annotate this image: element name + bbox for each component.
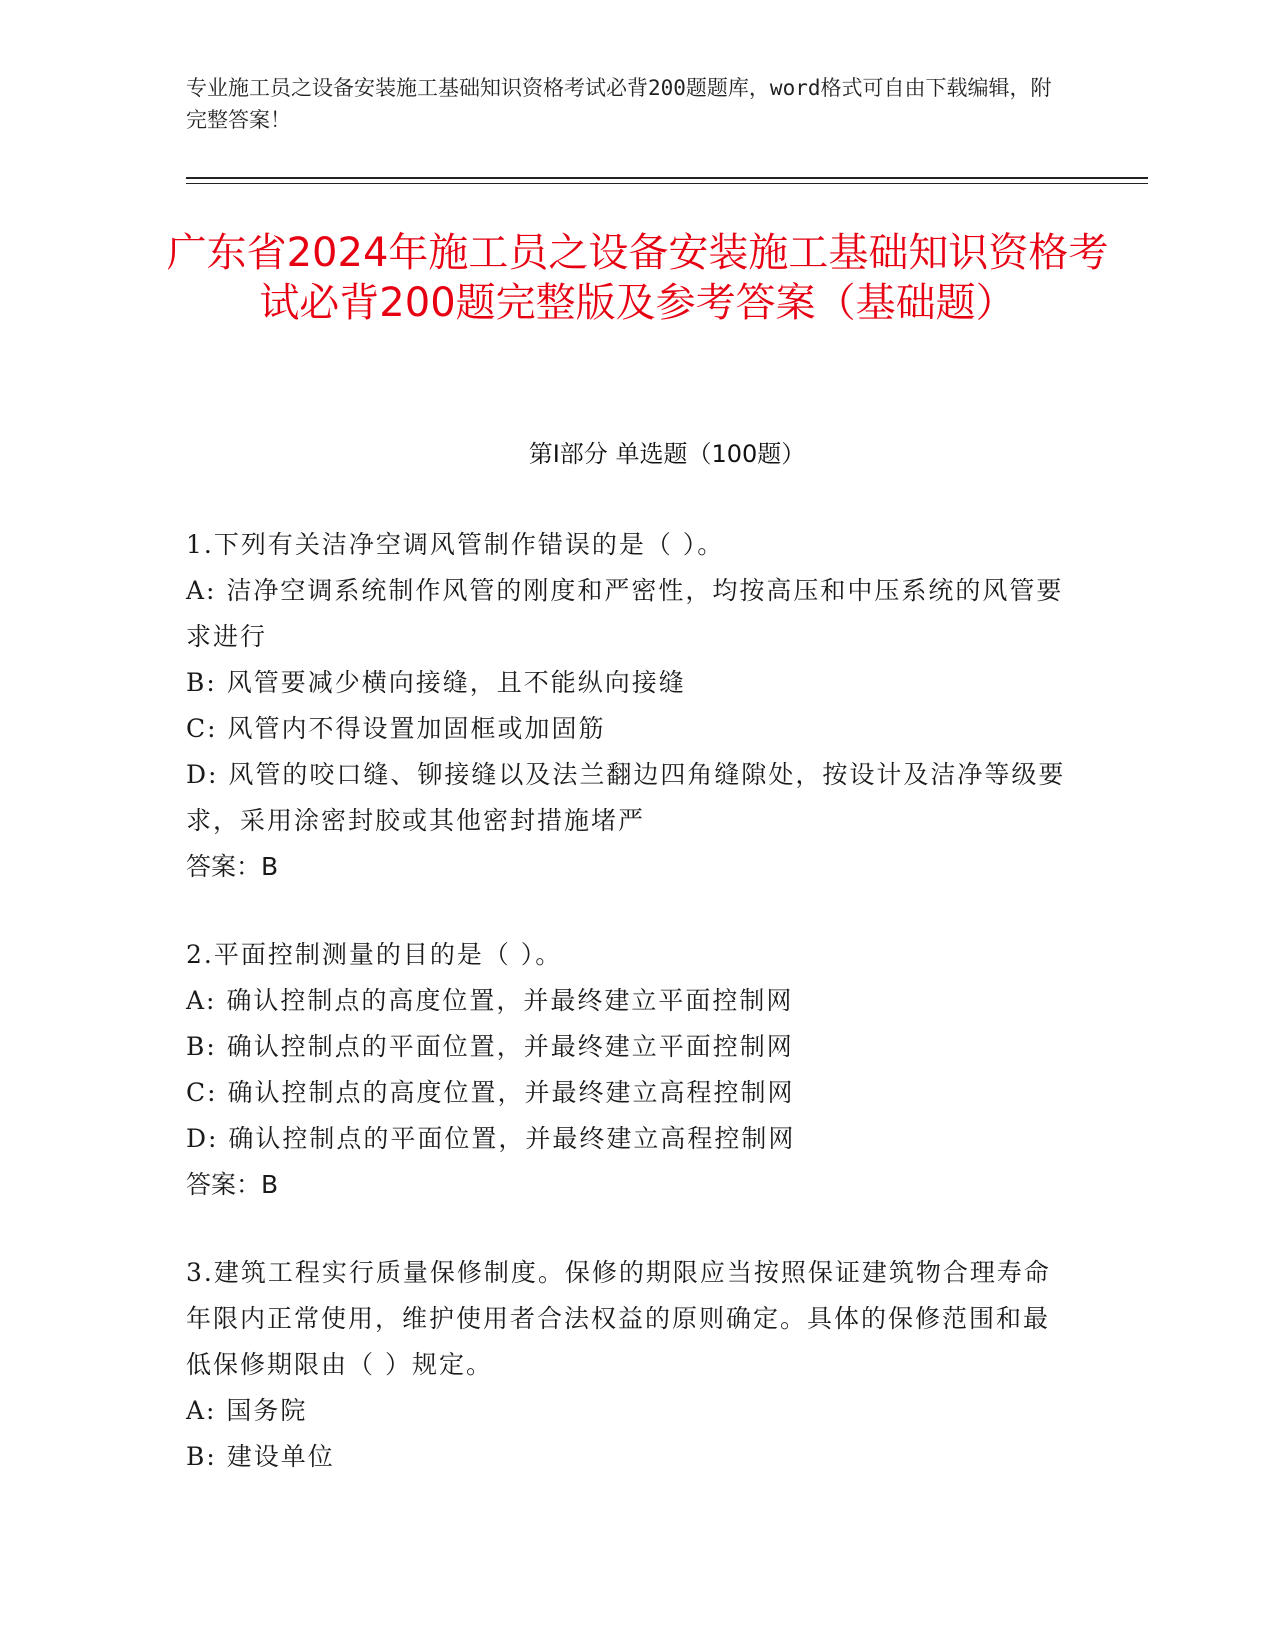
question-text: 3.建筑工程实行质量保修制度。保修的期限应当按照保证建筑物合理寿命年限内正常使用，维护使用者合法权益的原则确定。具体的保修范围和最低保修期限由（ ）规定。 — [186, 1258, 1051, 1379]
document-title: 广东省2024年施工员之设备安装施工基础知识资格考试必背200题完整版及参考答案（基础题） — [166, 230, 1109, 326]
header-note: 专业施工员之设备安装施工基础知识资格考试必背200题题库，word格式可自由下载编辑，附完整答案！ — [186, 76, 1052, 132]
header-divider-thin — [186, 183, 1148, 184]
question-text: 1.下列有关洁净空调风管制作错误的是（ ）。 — [186, 530, 725, 559]
option-c: C: 确认控制点的高度位置，并最终建立高程控制网 — [186, 1078, 795, 1107]
option-c: C: 风管内不得设置加固框或加固筋 — [186, 714, 606, 743]
option-b: B: 确认控制点的平面位置，并最终建立平面控制网 — [186, 1032, 794, 1061]
option-b: B: 风管要减少横向接缝，且不能纵向接缝 — [186, 668, 686, 697]
section-title: 第I部分 单选题（100题） — [528, 440, 806, 468]
option-b: B: 建设单位 — [186, 1442, 335, 1471]
question-text: 2.平面控制测量的目的是（ ）。 — [186, 940, 563, 969]
option-a: A: 确认控制点的高度位置，并最终建立平面控制网 — [186, 986, 794, 1015]
option-d: D: 确认控制点的平面位置，并最终建立高程控制网 — [186, 1124, 796, 1153]
option-d: D: 风管的咬口缝、铆接缝以及法兰翻边四角缝隙处，按设计及洁净等级要求，采用涂密封胶或其他密封措施堵严 — [186, 760, 1066, 835]
question-list — [186, 522, 1066, 1480]
answer: 答案：B — [186, 1170, 279, 1199]
option-a: A: 国务院 — [186, 1396, 308, 1425]
option-a: A: 洁净空调系统制作风管的刚度和严密性，均按高压和中压系统的风管要求进行 — [186, 576, 1064, 651]
header-divider-thick — [186, 177, 1148, 179]
question-item — [186, 522, 1066, 890]
question-item — [186, 932, 1066, 1208]
question-item — [186, 1250, 1066, 1480]
answer: 答案：B — [186, 852, 279, 881]
